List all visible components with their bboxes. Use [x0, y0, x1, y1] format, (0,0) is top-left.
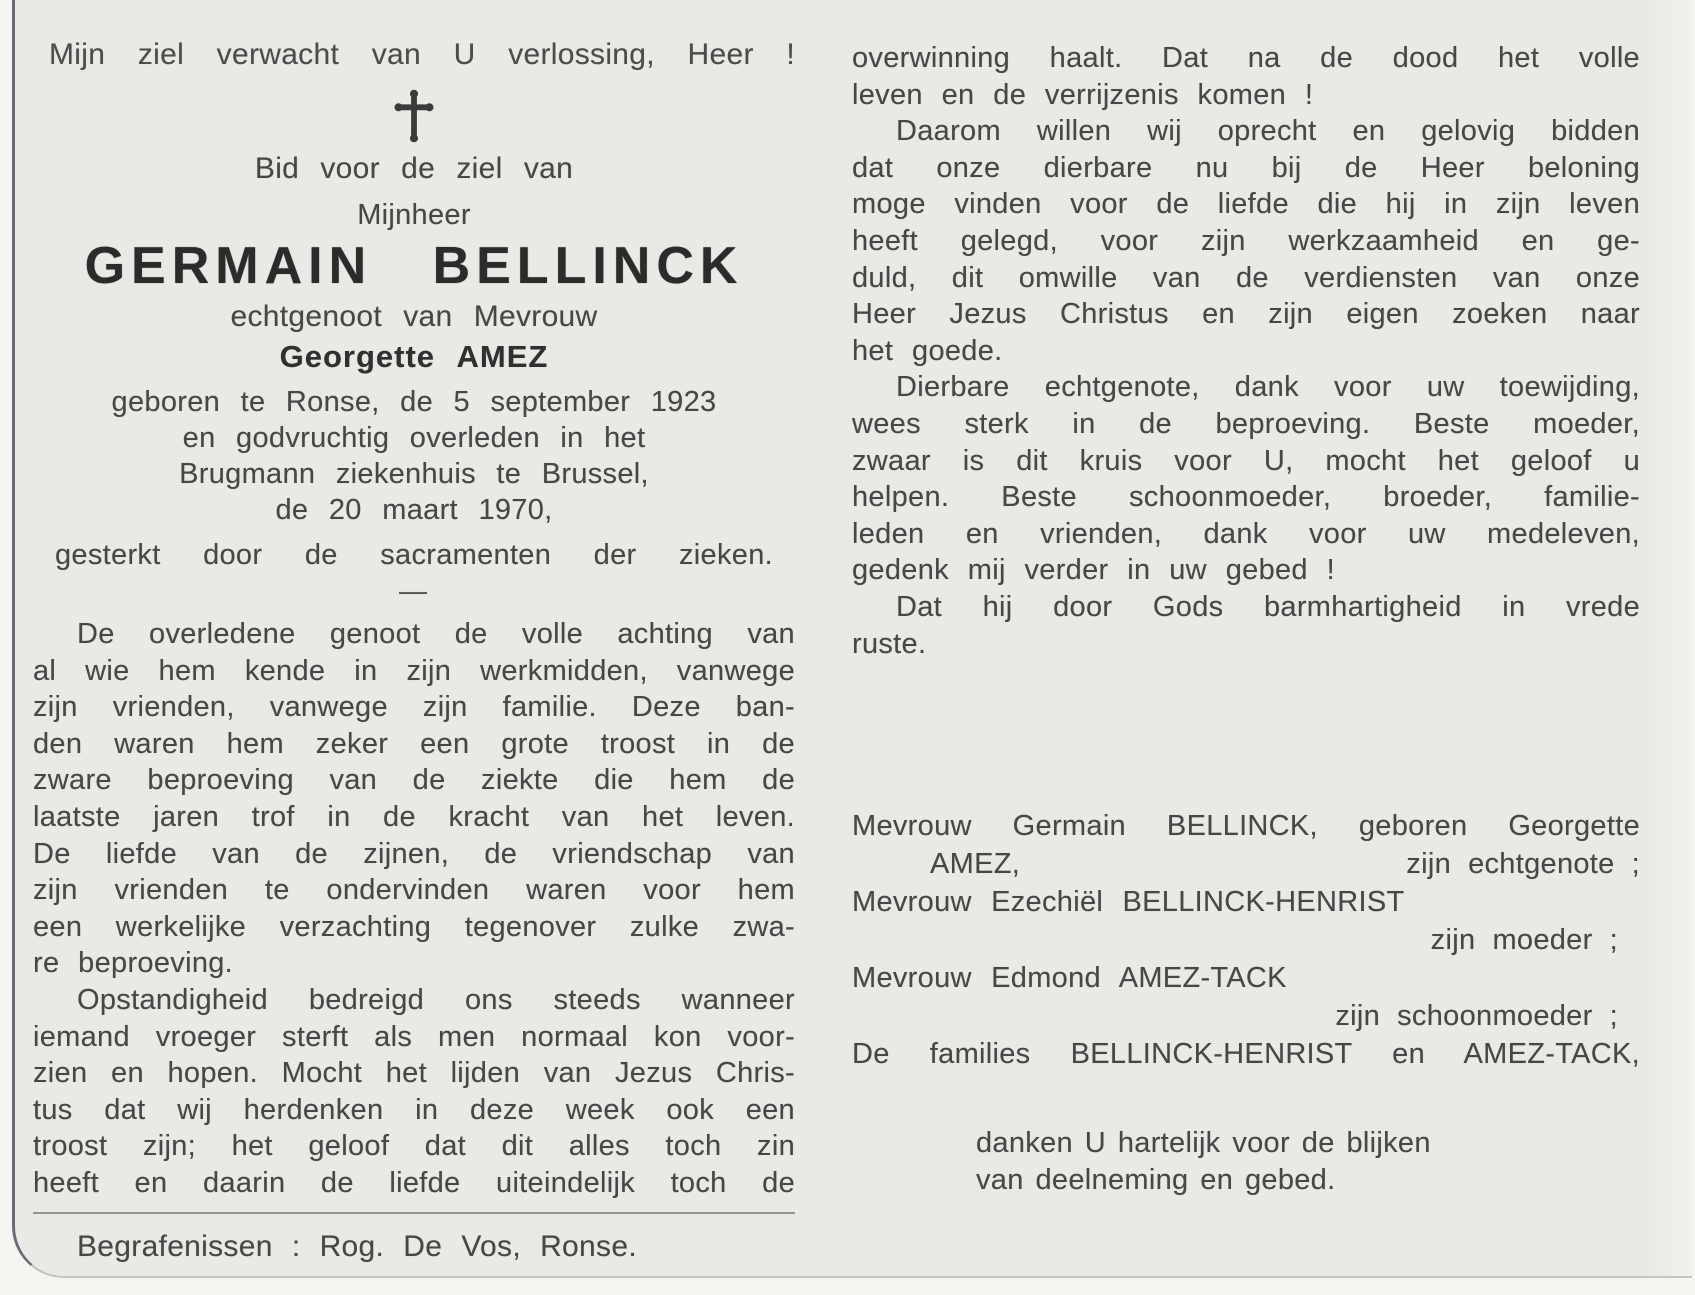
- eulogy-line: moge vinden voor de liefde die hij in zijn leven: [852, 188, 1640, 221]
- spouse-name: Georgette AMEZ: [279, 339, 549, 374]
- eulogy-line: zwaar is dit kruis voor U, mocht het geloof u: [852, 444, 1640, 477]
- death-line-1: en godvruchtig overleden in het: [182, 422, 646, 454]
- eulogy-line: Opstandigheid bedreigd ons steeds wanneer: [77, 983, 795, 1016]
- eulogy-line: dat onze dierbare nu bij de Heer beloning: [852, 151, 1640, 184]
- eulogy-line: De overledene genoot de volle achting van: [77, 618, 795, 650]
- eulogy-line: Daarom willen wij oprecht en gelovig bidden: [896, 115, 1640, 148]
- closing-line: van deelneming en gebed.: [976, 1164, 1336, 1197]
- eulogy-line: re beproeving.: [33, 947, 234, 980]
- eulogy-line: Dat hij door Gods barmhartigheid in vrede: [896, 590, 1640, 623]
- funeral-home-line: Begrafenissen : Rog. De Vos, Ronse.: [77, 1230, 637, 1263]
- left-column: [33, 28, 795, 1266]
- eulogy-line: zien en hopen. Mocht het lijden van Jezus Chris-: [33, 1057, 795, 1090]
- eulogy-line: leden en vrienden, dank voor uw medeleven,: [852, 517, 1640, 550]
- divider-dash: —: [399, 575, 429, 606]
- sacrament-line: gesterkt door de sacramenten der zieken.: [55, 539, 773, 571]
- vitals-block: [33, 384, 795, 528]
- eulogy-line: al wie hem kende in zijn werkmidden, vanwege: [33, 654, 795, 687]
- widow-relation-row: [852, 845, 1640, 883]
- spouse-intro-line: echtgenoot van Mevrouw: [230, 300, 598, 333]
- eulogy-line: zijn vrienden, vanwege zijn familie. Deze ban-: [33, 691, 795, 724]
- acknowledgments-block: [852, 807, 1640, 1073]
- eulogy-line: troost zijn; het geloof dat dit alles toch zin: [33, 1130, 795, 1163]
- widow-name-line: Mevrouw Germain BELLINCK, geboren Georgette: [852, 810, 1640, 843]
- deceased-name: GERMAIN BELLINCK: [84, 237, 744, 295]
- families-line: De families BELLINCK-HENRIST en AMEZ-TACK,: [852, 1038, 1640, 1071]
- eulogy-line: overwinning haalt. Dat na de dood het volle: [852, 42, 1640, 74]
- eulogy-line: heeft en daarin de liefde uiteindelijk toch de: [33, 1166, 795, 1199]
- eulogy-line: helpen. Beste schoonmoeder, broeder, familie-: [852, 481, 1640, 514]
- eulogy-line: heeft gelegd, voor zijn werkzaamheid en ge-: [852, 224, 1640, 257]
- eulogy-line: gedenk mij verder in uw gebed !: [852, 554, 1336, 587]
- closing-thanks-block: [852, 1125, 1640, 1199]
- eulogy-text-left: [33, 616, 795, 1202]
- honorific-line: Mijnheer: [357, 199, 471, 231]
- eulogy-line: tus dat wij herdenken in deze week ook een: [33, 1093, 795, 1126]
- eulogy-line: een werkelijke verzachting tegenover zulke zwa-: [33, 910, 795, 943]
- death-date-line: de 20 maart 1970,: [275, 494, 553, 526]
- eulogy-line: den waren hem zeker een grote troost in de: [33, 727, 795, 760]
- invocation-line: Bid voor de ziel van: [254, 152, 574, 185]
- eulogy-line: wees sterk in de beproeving. Beste moeder,: [852, 407, 1640, 440]
- footer-rule: [33, 1212, 795, 1214]
- eulogy-line: ruste.: [852, 627, 927, 660]
- widow-relation: zijn echtgenote ;: [1406, 848, 1640, 881]
- widow-maiden-name: AMEZ,: [930, 848, 1021, 881]
- right-column: [852, 40, 1640, 1199]
- eulogy-line: het goede.: [852, 334, 1003, 367]
- mother-in-law-relation: zijn schoonmoeder ;: [1335, 1000, 1618, 1033]
- eulogy-line: Heer Jezus Christus en zijn eigen zoeken naar: [852, 298, 1640, 331]
- eulogy-line: laatste jaren trof in de kracht van het leven.: [33, 800, 795, 833]
- mother-relation: zijn moeder ;: [1430, 924, 1618, 957]
- closing-line: danken U hartelijk voor de blijken: [976, 1127, 1431, 1160]
- eulogy-line: duld, dit omwille van de verdiensten van onze: [852, 261, 1640, 294]
- opening-prayer-line: Mijn ziel verwacht van U verlossing, Heer !: [49, 38, 795, 71]
- birth-line: geboren te Ronse, de 5 september 1923: [111, 386, 717, 418]
- cross-icon: [391, 88, 437, 144]
- eulogy-line: zijn vrienden te ondervinden waren voor hem: [33, 874, 795, 907]
- eulogy-line: De liefde van de zijnen, de vriendschap van: [33, 837, 795, 870]
- eulogy-line: leven en de verrijzenis komen !: [852, 78, 1314, 111]
- mother-name-line: Mevrouw Ezechiël BELLINCK-HENRIST: [852, 886, 1405, 919]
- eulogy-line: iemand vroeger sterft als men normaal kon voor-: [33, 1020, 795, 1053]
- death-line-2: Brugmann ziekenhuis te Brussel,: [179, 458, 649, 490]
- mother-in-law-name-line: Mevrouw Edmond AMEZ-TACK: [852, 962, 1287, 995]
- eulogy-line: Dierbare echtgenote, dank voor uw toewijding,: [896, 371, 1640, 404]
- eulogy-text-right: [852, 40, 1640, 662]
- eulogy-line: zware beproeving van de ziekte die hem de: [33, 764, 795, 797]
